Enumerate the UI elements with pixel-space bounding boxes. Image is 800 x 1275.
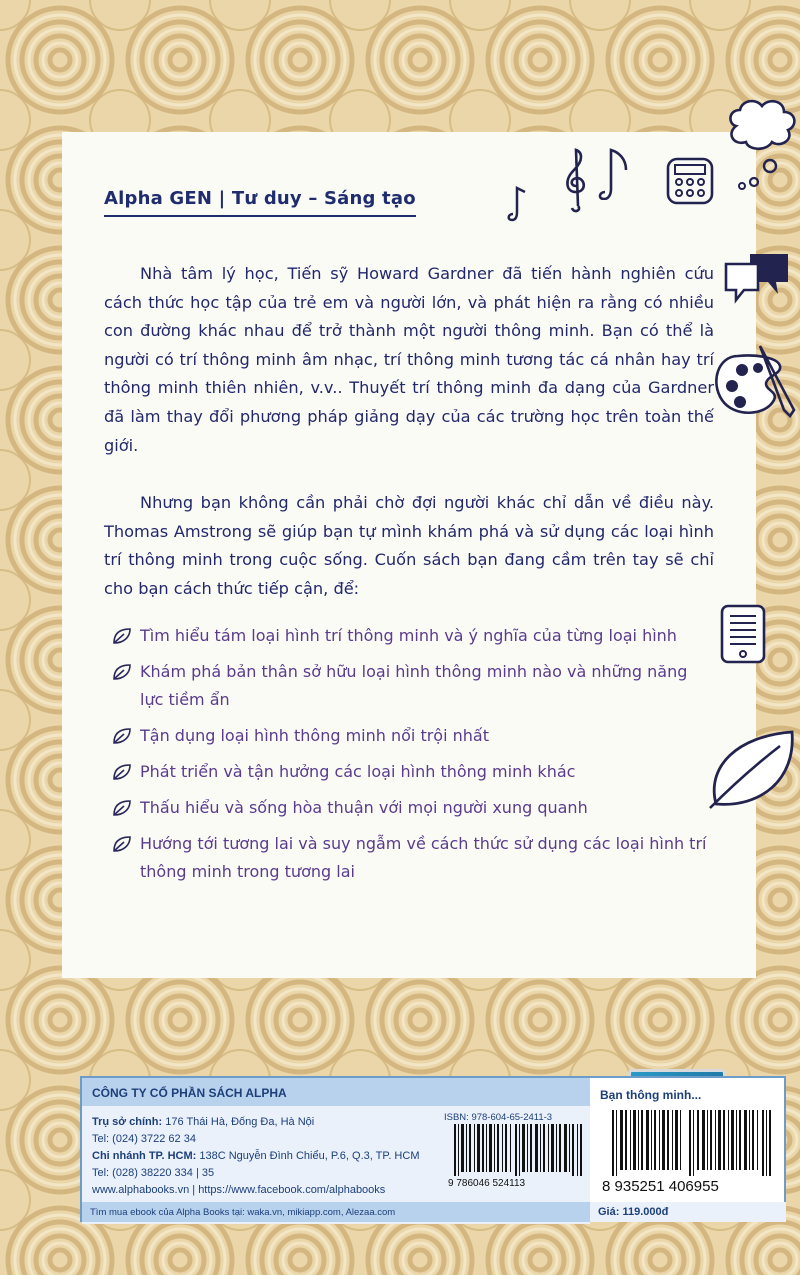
company-name: CÔNG TY CỔ PHẦN SÁCH ALPHA xyxy=(82,1078,590,1106)
treble-clef-icon xyxy=(562,146,592,214)
isbn-barcode-digits: 9 786046 524113 xyxy=(448,1178,526,1189)
list-item-text: Thấu hiểu và sống hòa thuận với mọi người xung quanh xyxy=(140,798,588,817)
benefit-list xyxy=(112,622,712,894)
ebook-line: Tìm mua ebook của Alpha Books tại: waka.vn, mikiapp.com, Alezaa.com xyxy=(82,1202,590,1222)
list-item xyxy=(112,830,712,886)
leaf-bullet-icon xyxy=(112,663,132,681)
back-cover-footer xyxy=(80,1076,786,1222)
leaf-bullet-icon xyxy=(112,727,132,745)
hq-phone: Tel: (024) 3722 62 34 xyxy=(92,1133,196,1145)
hq-line: Trụ sở chính: 176 Thái Hà, Đống Đa, Hà Nội xyxy=(92,1116,315,1128)
isbn-barcode xyxy=(452,1124,584,1176)
branch-line: Chi nhánh TP. HCM: 138C Nguyễn Đình Chiểu, P.6, Q.3, TP. HCM xyxy=(92,1150,420,1162)
product-barcode-digits: 8 935251 406955 xyxy=(602,1178,719,1195)
isbn-text: ISBN: 978-604-65-2411-3 xyxy=(444,1112,553,1123)
leaf-bullet-icon xyxy=(112,763,132,781)
intro-paragraph: Nhà tâm lý học, Tiến sỹ Howard Gardner đã tiến hành nghiên cứu cách thức học tập của trẻ em và người lớn, và phát hiện ra rằng có nhiều con đường khác nhau để trở thành một người thông minh. Bạn có thể là người có trí thông minh âm nhạc, trí thông minh tương tác cá nhân hay trí thông minh thiên nhiên, v.v.. Thuyết trí thông minh đa dạng của Gardner đã làm thay đổi phương pháp giảng dạy của các trường học trên toàn thế giới. xyxy=(104,264,714,455)
speech-bubble-icon xyxy=(718,246,798,306)
leaf-bullet-icon xyxy=(112,835,132,853)
calculator-icon xyxy=(664,155,716,207)
palette-icon xyxy=(708,342,800,422)
list-item-text: Tận dụng loại hình thông minh nổi trội nhất xyxy=(140,726,489,745)
thought-cloud-icon xyxy=(722,96,800,200)
web-links: www.alphabooks.vn | https://www.facebook.com/alphabooks xyxy=(92,1184,386,1196)
ereader-icon xyxy=(718,602,768,666)
second-paragraph: Nhưng bạn không cần phải chờ đợi người khác chỉ dẫn về điều này. Thomas Amstrong sẽ giúp bạn tự mình khám phá và sử dụng các loại hình trí thông minh trong cuộc sống. Cuốn sách bạn đang cầm trên tay sẽ chỉ cho bạn cách thức tiếp cận, để: xyxy=(104,493,714,598)
list-item xyxy=(112,622,712,650)
product-barcode xyxy=(610,1110,774,1176)
music-note-icon xyxy=(505,182,531,222)
list-item xyxy=(112,758,712,786)
leaf-icon xyxy=(702,726,800,810)
price-label: Giá: 119.000đ xyxy=(590,1202,786,1222)
music-note-icon xyxy=(596,144,632,200)
list-item xyxy=(112,722,712,750)
list-item-text: Khám phá bản thân sở hữu loại hình thông minh nào và những năng lực tiềm ẩn xyxy=(140,662,688,709)
text-panel xyxy=(62,132,756,978)
book-title-short: Bạn thông minh... xyxy=(600,1088,702,1102)
list-item xyxy=(112,658,712,714)
list-item-text: Hướng tới tương lai và suy ngẫm về cách thức sử dụng các loại hình trí thông minh trong tương lai xyxy=(140,834,707,881)
leaf-bullet-icon xyxy=(112,799,132,817)
list-item xyxy=(112,794,712,822)
list-item-text: Tìm hiểu tám loại hình trí thông minh và ý nghĩa của từng loại hình xyxy=(140,626,677,645)
leaf-bullet-icon xyxy=(112,627,132,645)
branch-phone: Tel: (028) 38220 334 | 35 xyxy=(92,1167,215,1179)
series-title: Alpha GEN | Tư duy – Sáng tạo xyxy=(104,188,416,217)
list-item-text: Phát triển và tận hưởng các loại hình thông minh khác xyxy=(140,762,576,781)
